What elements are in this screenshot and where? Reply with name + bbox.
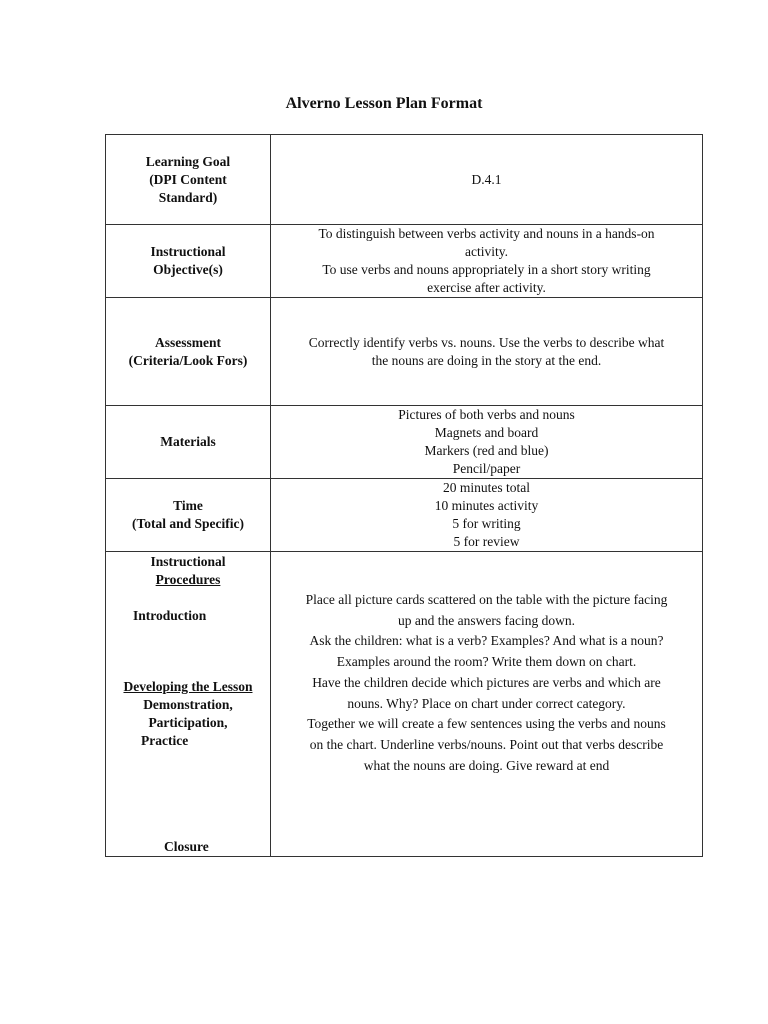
materials-label-text: Materials [160, 434, 216, 449]
materials-value [271, 406, 703, 479]
materials-label [106, 406, 271, 479]
assessment-label-line: Assessment [155, 334, 221, 350]
objective-label-line: Objective(s) [153, 262, 223, 277]
learning-goal-value [271, 135, 703, 225]
objective-value-line: To distinguish between verbs activity and nouns in a hands-on [318, 226, 655, 241]
assessment-row [106, 298, 703, 406]
developing-lesson-line: Practice [141, 733, 189, 748]
objective-value-line: activity. [465, 244, 508, 259]
time-label [106, 479, 271, 552]
objective-value-line: exercise after activity. [427, 280, 546, 295]
time-label-line: Time [173, 498, 203, 513]
procedures-heading-line: Instructional [150, 554, 226, 569]
introduction-label: Introduction [133, 608, 207, 623]
assessment-label [106, 298, 271, 406]
instructional-procedures-row [106, 552, 703, 857]
procedure-line: Examples around the room? Write them down on chart. [336, 654, 637, 670]
procedure-line: Place all picture cards scattered on the table with the picture facing [305, 592, 668, 607]
materials-item: Pictures of both verbs and nouns [398, 407, 575, 422]
procedure-line: nouns. Why? Place on chart under correct category. [347, 695, 626, 711]
time-row [106, 479, 703, 552]
instructional-objective-value [271, 225, 703, 298]
procedure-line: Together we will create a few sentences using the verbs and nouns [307, 716, 666, 732]
objective-value-line: To use verbs and nouns appropriately in a short story writing [322, 262, 651, 277]
procedures-heading [106, 553, 270, 589]
time-value-line: 5 for writing [452, 516, 521, 531]
learning-goal-label [106, 135, 271, 225]
materials-item: Magnets and board [434, 425, 539, 440]
time-value [271, 479, 703, 552]
procedures-content-cell [271, 552, 703, 857]
time-value-line: 10 minutes activity [434, 498, 539, 513]
page-title: Alverno Lesson Plan Format [285, 95, 483, 112]
time-value-line: 20 minutes total [443, 480, 530, 495]
procedure-line: Have the children decide which pictures are verbs and which are [312, 674, 661, 690]
assessment-label-line: (Criteria/Look Fors) [128, 352, 248, 368]
instructional-objective-row [106, 225, 703, 298]
learning-goal-label-line: Standard) [158, 189, 218, 205]
procedures-heading-line: Procedures [155, 572, 221, 587]
learning-goal-row [106, 135, 703, 225]
assessment-value [271, 298, 703, 406]
time-label-line: (Total and Specific) [131, 516, 244, 531]
closure-label: Closure [164, 839, 209, 854]
procedure-line: what the nouns are doing. Give reward at end [363, 757, 610, 773]
materials-item: Pencil/paper [452, 461, 521, 476]
learning-goal-value-text: D.4.1 [471, 171, 502, 187]
procedures-content [271, 552, 702, 776]
materials-row [106, 406, 703, 479]
assessment-value-line: Correctly identify verbs vs. nouns. Use the verbs to describe what [308, 334, 665, 350]
objective-label-line: Instructional [150, 244, 226, 259]
developing-lesson-label [106, 678, 270, 750]
assessment-value-line: the nouns are doing in the story at the end. [371, 352, 602, 368]
procedure-line: on the chart. Underline verbs/nouns. Point out that verbs describe [309, 736, 664, 752]
materials-item: Markers (red and blue) [424, 443, 549, 458]
procedures-label-cell [106, 552, 271, 857]
instructional-objective-label [106, 225, 271, 298]
developing-lesson-line: Participation, [148, 715, 228, 730]
procedure-line: up and the answers facing down. [398, 612, 575, 628]
lesson-plan-table [105, 134, 703, 857]
learning-goal-label-line: Learning Goal [145, 153, 231, 169]
developing-lesson-line: Demonstration, [143, 697, 233, 712]
developing-lesson-heading: Developing the Lesson [123, 679, 253, 694]
procedure-line: Ask the children: what is a verb? Examples? And what is a noun? [309, 633, 664, 649]
time-value-line: 5 for review [453, 534, 520, 549]
learning-goal-label-line: (DPI Content [149, 171, 227, 187]
